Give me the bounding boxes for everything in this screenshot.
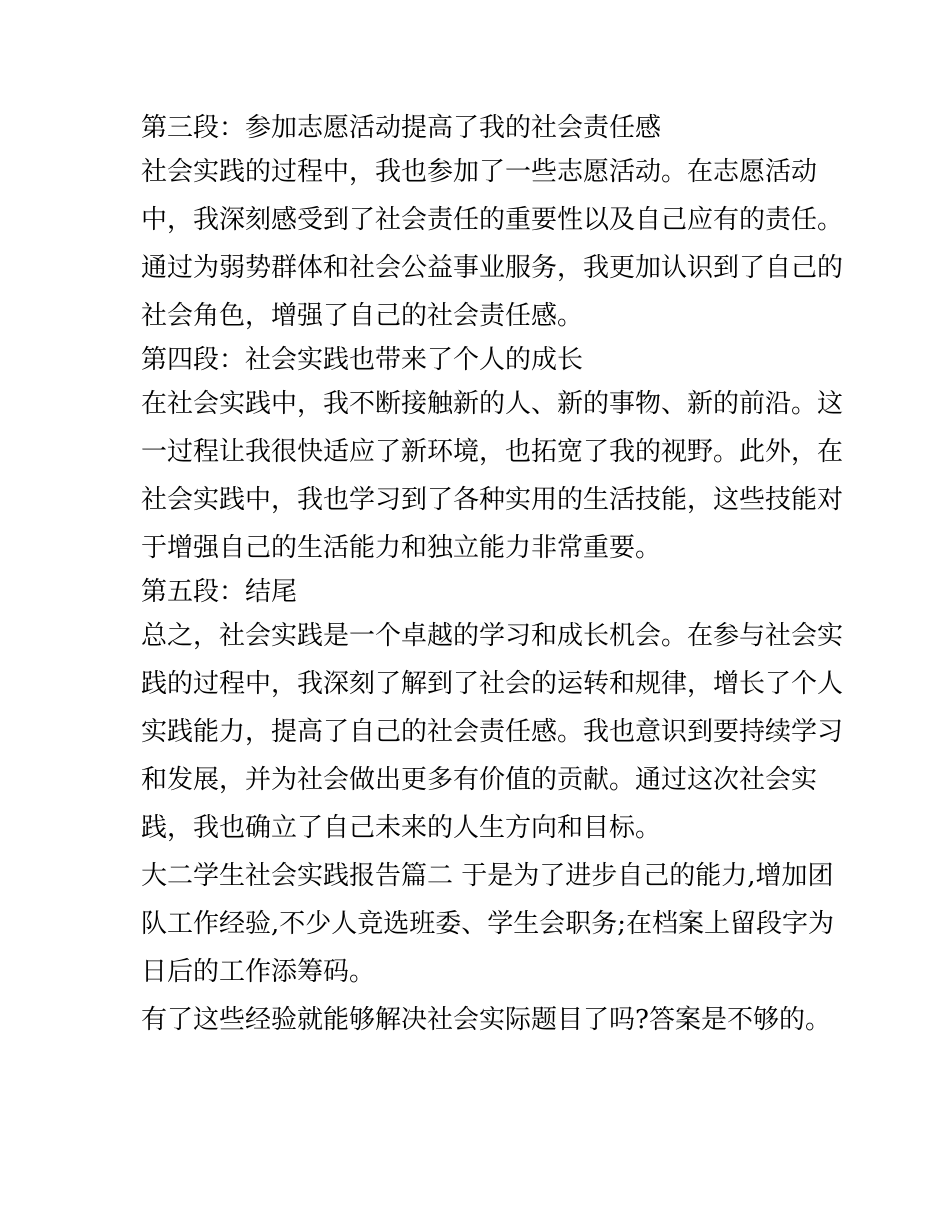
paragraph-line: 社会实践中，我也学习到了各种实用的生活技能，这些技能对	[141, 485, 844, 515]
paragraph-line: 在社会实践中，我不断接触新的人、新的事物、新的前沿。这	[141, 389, 844, 419]
section-heading-4: 第四段：社会实践也带来了个人的成长	[141, 345, 584, 375]
paragraph-line: 日后的工作添筹码。	[141, 957, 376, 987]
paragraph-line: 队工作经验,不少人竞选班委、学生会职务;在档案上留段字为	[141, 909, 835, 939]
section-heading-5: 第五段：结尾	[141, 577, 298, 607]
section-heading-3: 第三段：参加志愿活动提高了我的社会责任感	[141, 113, 662, 143]
paragraph-line: 大二学生社会实践报告篇二 于是为了进步自己的能力,增加团	[141, 861, 834, 891]
paragraph-line: 总之，社会实践是一个卓越的学习和成长机会。在参与社会实	[141, 621, 844, 651]
paragraph-line: 和发展，并为社会做出更多有价值的贡献。通过这次社会实	[141, 765, 818, 795]
paragraph-line: 社会角色，增强了自己的社会责任感。	[141, 301, 584, 331]
paragraph-line: 中，我深刻感受到了社会责任的重要性以及自己应有的责任。	[141, 205, 844, 235]
paragraph-line: 有了这些经验就能够解决社会实际题目了吗?答案是不够的。	[141, 1005, 831, 1035]
paragraph-line: 通过为弱势群体和社会公益事业服务，我更加认识到了自己的	[141, 253, 844, 283]
paragraph-line: 于增强自己的生活能力和独立能力非常重要。	[141, 533, 662, 563]
paragraph-line: 社会实践的过程中，我也参加了一些志愿活动。在志愿活动	[141, 157, 818, 187]
paragraph-line: 一过程让我很快适应了新环境，也拓宽了我的视野。此外，在	[141, 437, 844, 467]
paragraph-line: 践的过程中，我深刻了解到了社会的运转和规律，增长了个人	[141, 669, 844, 699]
paragraph-line: 践，我也确立了自己未来的人生方向和目标。	[141, 813, 662, 843]
paragraph-line: 实践能力，提高了自己的社会责任感。我也意识到要持续学习	[141, 717, 844, 747]
document-body	[141, 108, 844, 1044]
